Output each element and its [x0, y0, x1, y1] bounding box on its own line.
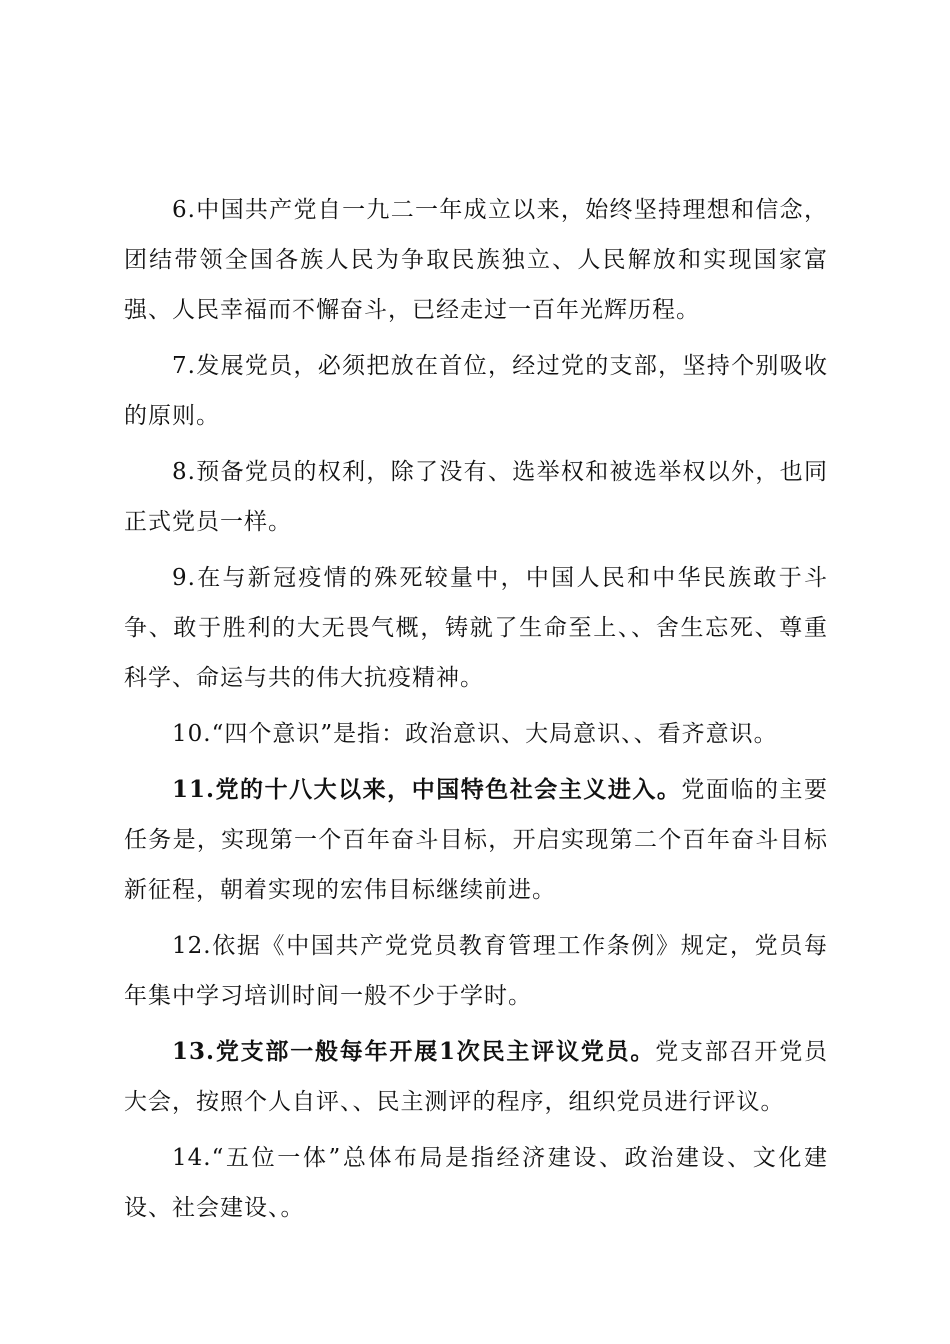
question-text: 6.中国共产党自一九二一年成立以来，始终坚持理想和信念，团结带领全国各族人民为争取民族独立、人民解放和实现国家富强、人民幸福而不懈奋斗，已经走过一百年光辉历程。 — [124, 197, 828, 323]
question-13 — [124, 1027, 828, 1127]
question-text: 8.预备党员的权利，除了没有、选举权和被选举权以外，也同正式党员一样。 — [124, 459, 828, 535]
question-6 — [124, 185, 828, 335]
question-12 — [124, 921, 828, 1021]
document-page — [124, 185, 828, 1239]
question-text: 党支部召开党员大会，按照个人自评、、民主测评的程序，组织党员进行评议。 — [124, 1039, 828, 1115]
question-text: 党面临的主要任务是，实现第一个百年奋斗目标，开启实现第二个百年奋斗目标新征程，朝着实现的宏伟目标继续前进。 — [124, 777, 829, 903]
question-lead-bold: 11.党的十八大以来，中国特色社会主义进入。 — [172, 776, 682, 803]
question-lead-bold: 13.党支部一般每年开展1次民主评议党员。 — [172, 1038, 656, 1065]
question-10 — [124, 709, 828, 759]
question-9 — [124, 553, 828, 703]
question-text: 10.“四个意识”是指：政治意识、大局意识、、看齐意识。 — [172, 721, 778, 747]
question-text: 7.发展党员，必须把放在首位，经过党的支部，坚持个别吸收的原则。 — [124, 353, 828, 429]
question-7 — [124, 341, 828, 441]
question-text: 12.依据《中国共产党党员教育管理工作条例》规定，党员每年集中学习培训时间一般不少于学时。 — [124, 933, 828, 1009]
question-text: 14.“五位一体”总体布局是指经济建设、政治建设、文化建设、社会建设、。 — [124, 1145, 828, 1221]
question-text: 9.在与新冠疫情的殊死较量中，中国人民和中华民族敢于斗争、敢于胜利的大无畏气概，铸就了生命至上、、舍生忘死、尊重科学、命运与共的伟大抗疫精神。 — [124, 565, 828, 691]
question-8 — [124, 447, 828, 547]
question-14 — [124, 1133, 828, 1233]
question-11 — [124, 765, 828, 915]
